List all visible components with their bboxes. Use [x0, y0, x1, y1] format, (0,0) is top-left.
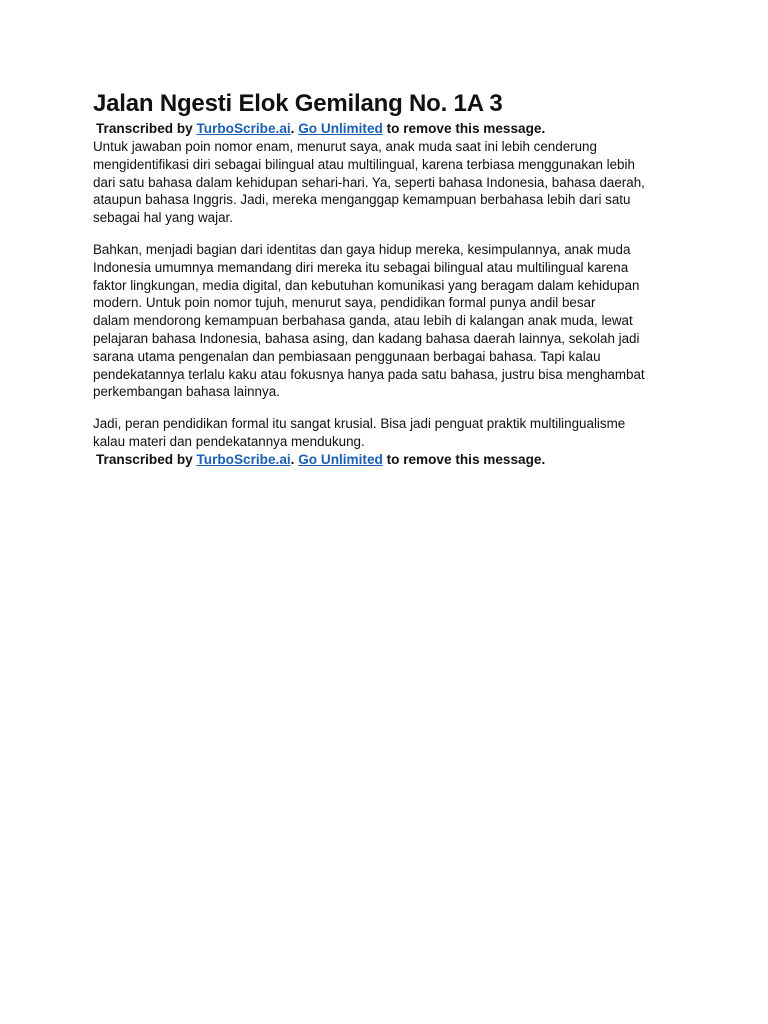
paragraph-line: sarana utama pengenalan dan pembiasaan penggunaan berbagai bahasa. Tapi kalau: [93, 348, 601, 364]
go-unlimited-link[interactable]: Go Unlimited: [298, 451, 383, 467]
document-page: [93, 88, 681, 469]
paragraph-line: dari satu bahasa dalam kehidupan sehari-hari. Ya, seperti bahasa Indonesia, bahasa daerah,: [93, 174, 645, 190]
banner-prefix: Transcribed by: [96, 121, 197, 136]
banner-suffix: to remove this message.: [382, 451, 546, 467]
paragraph-line: ataupun bahasa Inggris. Jadi, mereka menganggap kemampuan berbahasa lebih dari satu: [93, 192, 631, 208]
paragraph-line: kalau materi dan pendekatannya mendukung.: [93, 433, 365, 449]
turboscribe-link[interactable]: TurboScribe.ai: [196, 121, 291, 136]
paragraph-line: modern. Untuk poin nomor tujuh, menurut saya, pendidikan formal punya andil besar: [93, 295, 596, 311]
document-title: Jalan Ngesti Elok Gemilang No. 1A 3: [93, 90, 503, 117]
paragraph-line: Jadi, peran pendidikan formal itu sangat krusial. Bisa jadi penguat praktik multilingualisme: [93, 416, 626, 432]
go-unlimited-link[interactable]: Go Unlimited: [298, 121, 383, 136]
paragraph-line: sebagai hal yang wajar.: [93, 210, 233, 226]
paragraph-line: faktor lingkungan, media digital, dan kebutuhan komunikasi yang beragam dalam kehidupan: [93, 277, 640, 293]
paragraph-line: pelajaran bahasa Indonesia, bahasa asing, dan kadang bahasa daerah lainnya, sekolah jadi: [93, 330, 640, 346]
transcription-banner-bottom: [93, 451, 681, 469]
paragraph-line: Indonesia umumnya memandang diri mereka itu sebagai bilingual atau multilingual karena: [93, 259, 629, 275]
banner-suffix: to remove this message.: [382, 121, 546, 136]
paragraph-line: mengidentifikasi diri sebagai bilingual atau multilingual, karena terbiasa menggunakan lebih: [93, 156, 635, 172]
paragraph-3: [93, 415, 681, 451]
paragraph-line: perkembangan bahasa lainnya.: [93, 384, 280, 400]
paragraph-1: [93, 138, 681, 227]
paragraph-line: dalam mendorong kemampuan berbahasa ganda, atau lebih di kalangan anak muda, lewat: [93, 313, 633, 329]
transcription-banner-top: [93, 120, 681, 138]
banner-prefix: Transcribed by: [96, 451, 197, 467]
paragraph-line: Bahkan, menjadi bagian dari identitas dan gaya hidup mereka, kesimpulannya, anak muda: [93, 241, 631, 257]
turboscribe-link[interactable]: TurboScribe.ai: [196, 451, 291, 467]
paragraph-2: [93, 241, 681, 401]
banner-separator: .: [290, 451, 299, 467]
paragraph-line: Untuk jawaban poin nomor enam, menurut saya, anak muda saat ini lebih cenderung: [93, 139, 597, 154]
paragraph-line: pendekatannya terlalu kaku atau fokusnya hanya pada satu bahasa, justru bisa menghambat: [93, 366, 645, 382]
banner-separator: .: [290, 121, 299, 136]
